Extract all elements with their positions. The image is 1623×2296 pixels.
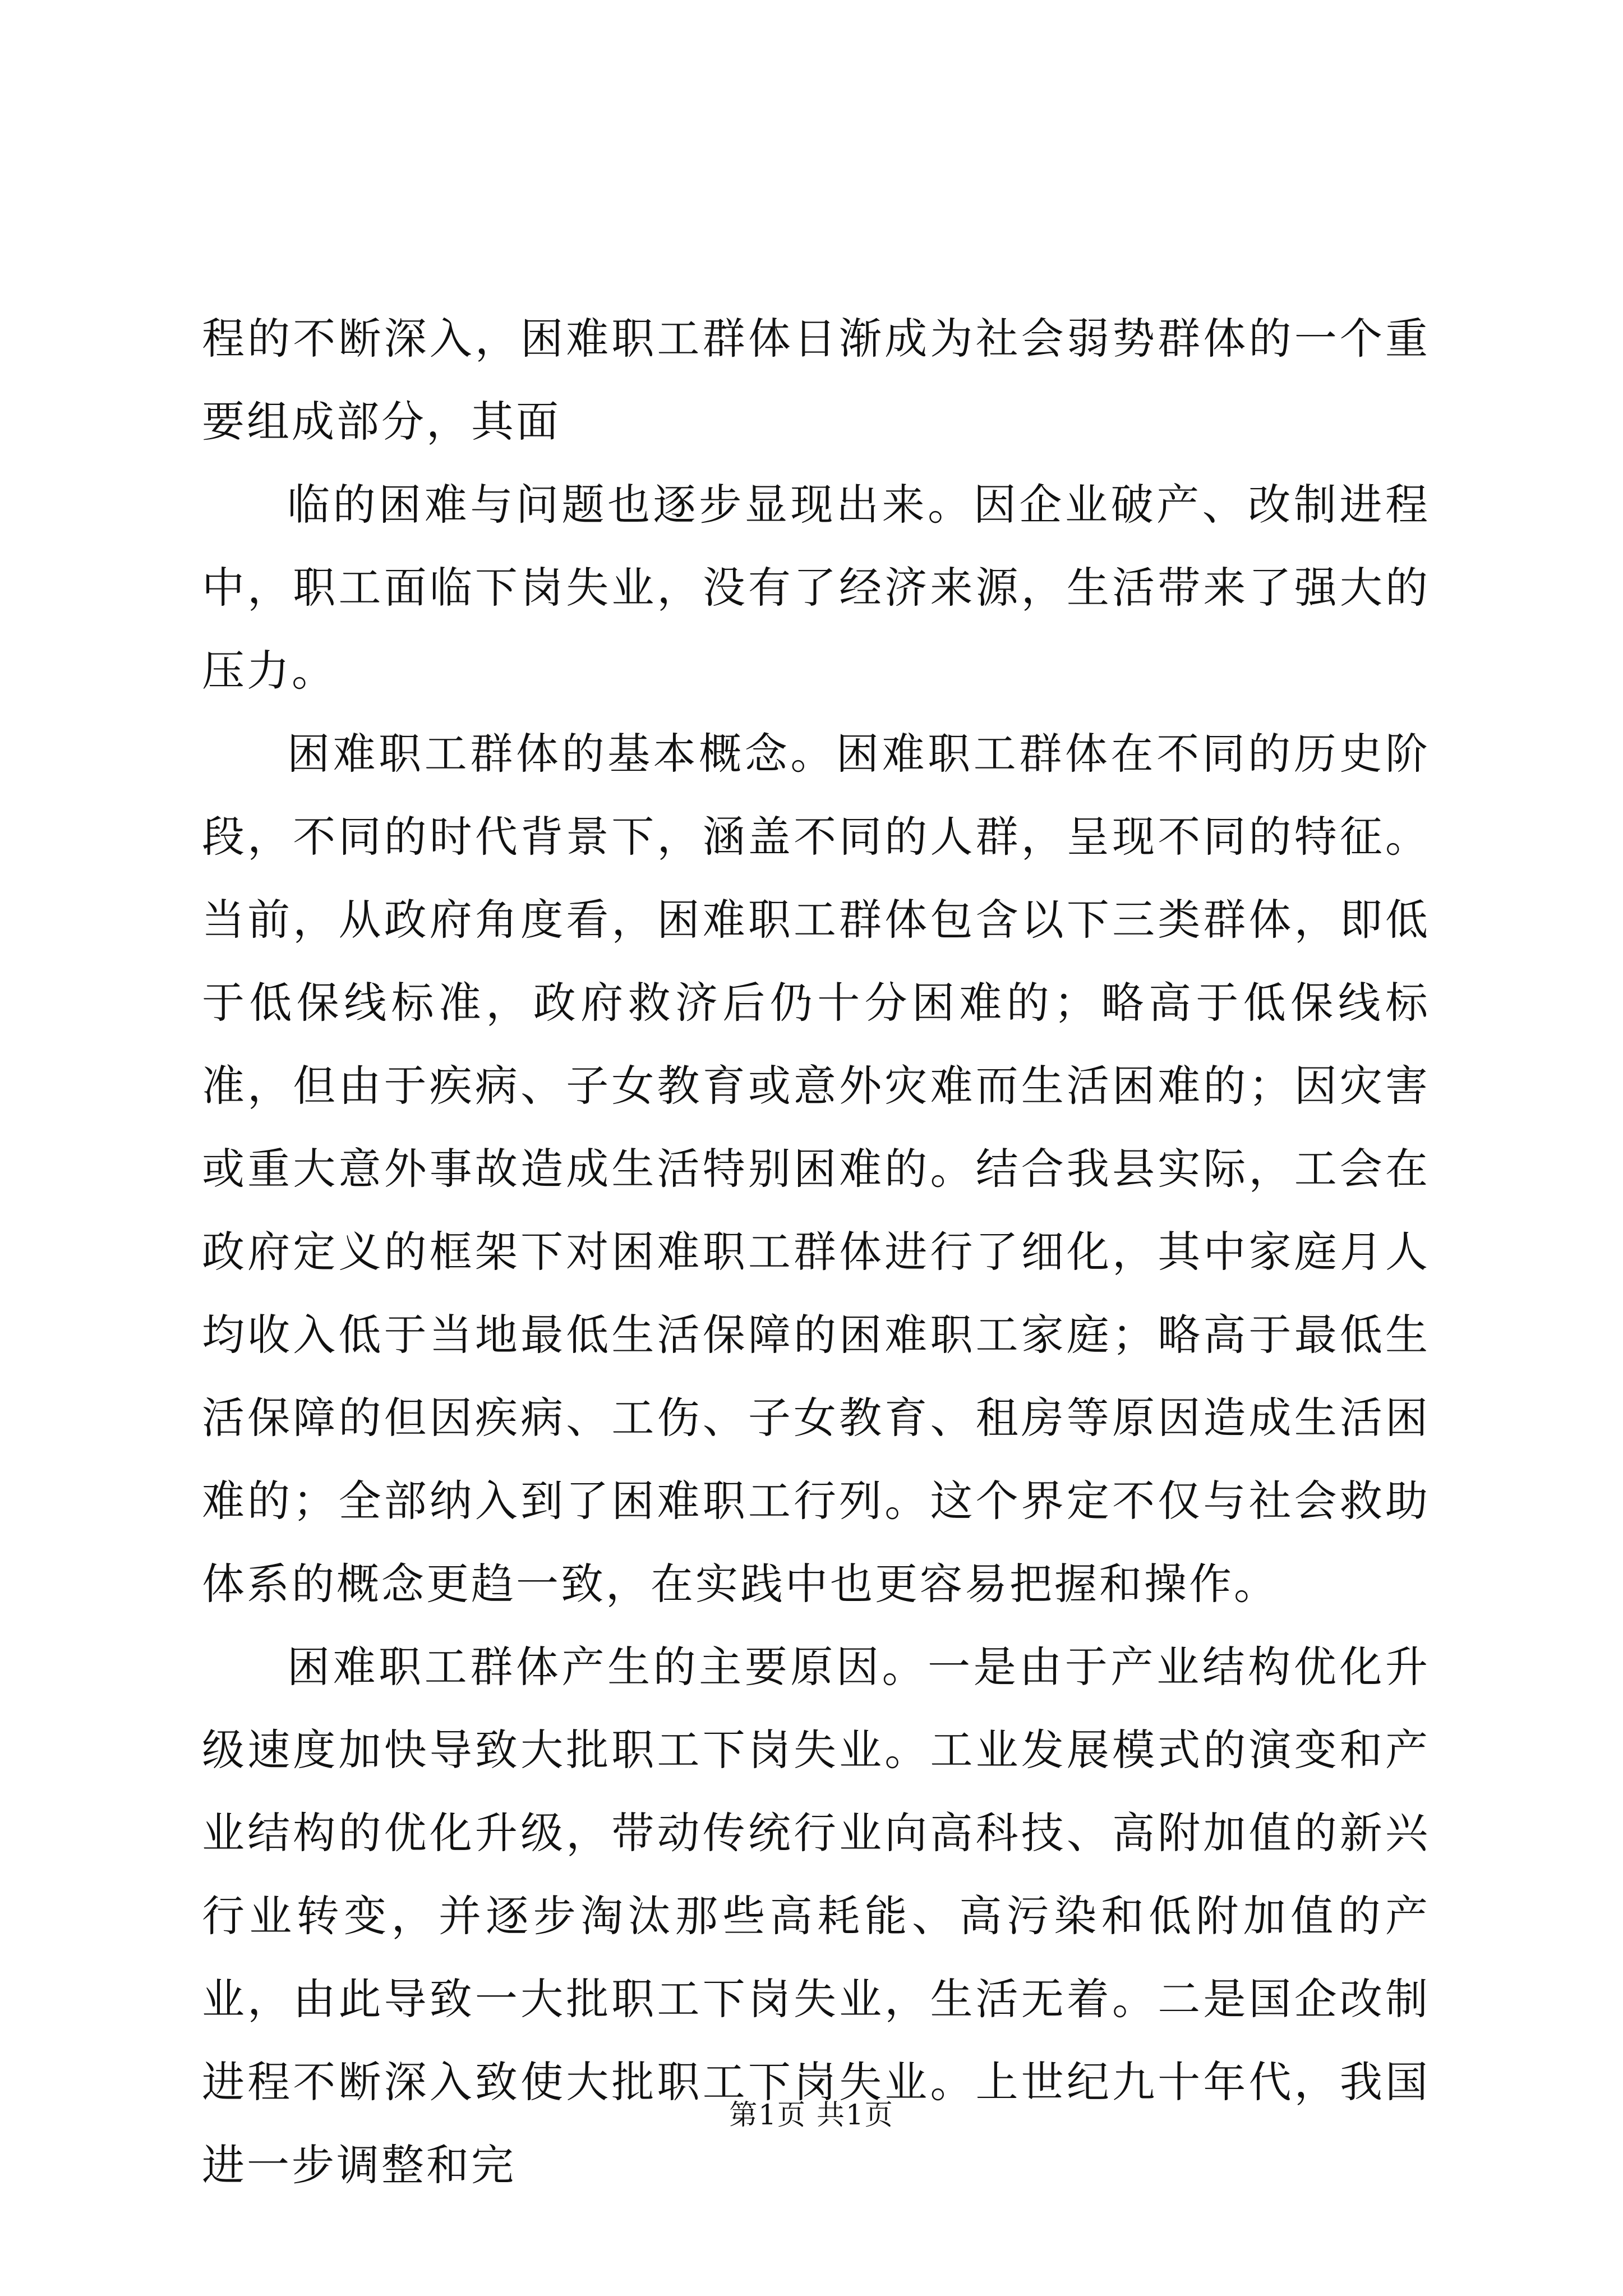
paragraph-2: 临的困难与问题也逐步显现出来。因企业破产、改制进程中，职工面临下岗失业，没有了经济来源，生活带来了强大的压力。 (202, 480, 1430, 696)
page-footer: 第1页 共1页 (729, 2099, 894, 2131)
paragraph-4: 困难职工群体产生的主要原因。一是由于产业结构优化升级速度加快导致大批职工下岗失业。工业发展模式的演变和产业结构的优化升级，带动传统行业向高科技、高附加值的新兴行业转变，并逐步淘汰那些高耗能、高污染和低附加值的产业，由此导致一大批职工下岗失业，生活无着。二是国企改制进程不断深入致使大批职工下岗失业。上世纪九十年代，我国进一步调整和完 (202, 1642, 1430, 2190)
paragraph-1: 程的不断深入，困难职工群体日渐成为社会弱势群体的一个重要组成部分，其面 (202, 314, 1430, 447)
body-text (202, 297, 1430, 2207)
paragraph-3: 困难职工群体的基本概念。困难职工群体在不同的历史阶段，不同的时代背景下，涵盖不同的人群，呈现不同的特征。当前，从政府角度看，困难职工群体包含以下三类群体，即低于低保线标准，政府救济后仍十分困难的；略高于低保线标准，但由于疾病、子女教育或意外灾难而生活困难的；因灾害或重大意外事故造成生活特别困难的。结合我县实际，工会在政府定义的框架下对困难职工群体进行了细化，其中家庭月人均收入低于当地最低生活保障的困难职工家庭；略高于最低生活保障的但因疾病、工伤、子女教育、租房等原因造成生活困难的；全部纳入到了困难职工行列。这个界定不仅与社会救助体系的概念更趋一致，在实践中也更容易把握和操作。 (202, 729, 1430, 1609)
